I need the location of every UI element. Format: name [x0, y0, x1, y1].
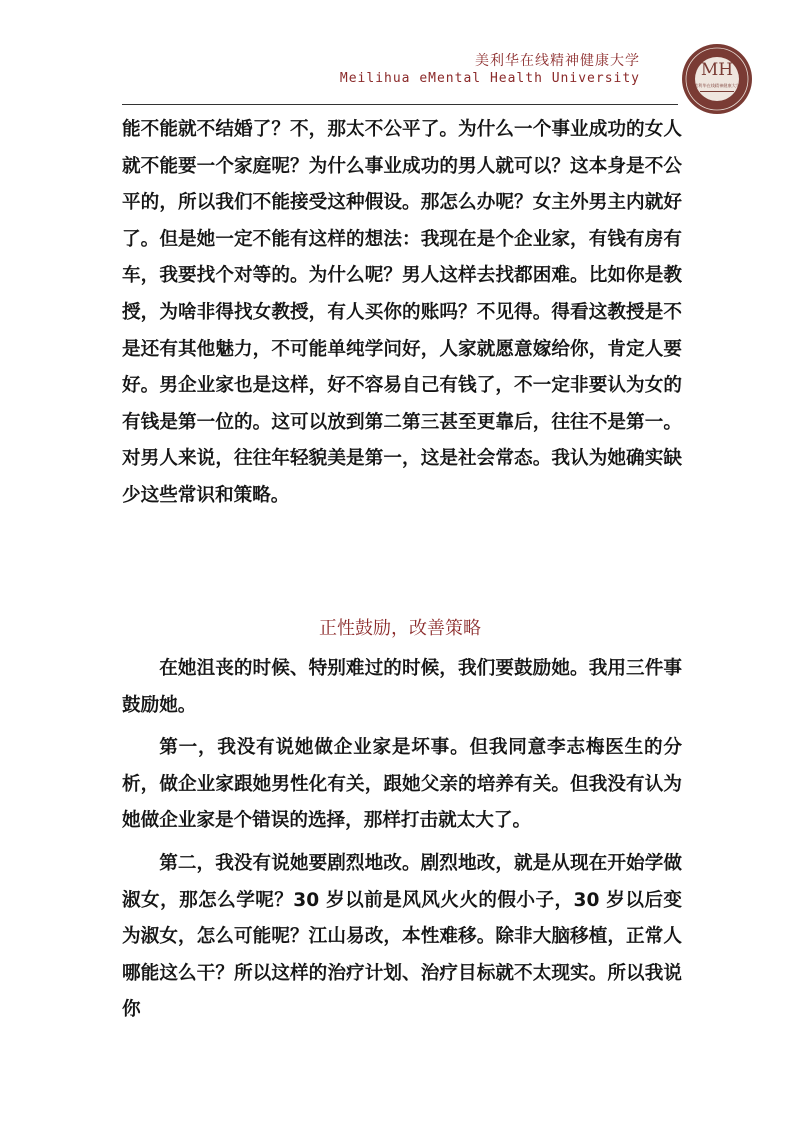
body-text-bottom [122, 651, 682, 1029]
paragraph: 第一，我没有说她做企业家是坏事。但我同意李志梅医生的分析，做企业家跟她男性化有关，跟她父亲的培养有关。但我没有认为她做企业家是个错误的选择，那样打击就太大了。 [122, 737, 682, 832]
paragraph: 第二，我没有说她要剧烈地改。剧烈地改，就是从现在开始学做淑女，那怎么学呢？30 岁以前是风风火火的假小子，30 岁以后变为淑女，怎么可能呢？江山易改，本性难移。除非大脑移植，正常人哪能这么干？所以这样的治疗计划、治疗目标就不太现实。所以我说你 [122, 852, 682, 1021]
page-header [0, 0, 800, 110]
logo-caption: 美利华在线精神健康大学 [693, 83, 741, 88]
logo-letters: MH [700, 60, 734, 80]
paragraph: 能不能就不结婚了？不，那太不公平了。为什么一个事业成功的女人就不能要一个家庭呢？为什么事业成功的男人就可以？这本身是不公平的，所以我们不能接受这种假设。那怎么办呢？女主外男主内就好了。但是她一定不能有这样的想法：我现在是个企业家，有钱有房有车，我要找个对等的。为什么呢？男人这样去找都困难。比如你是教授，为啥非得找女教授，有人买你的账吗？不见得。得看这教授是不是还有其他魅力，不可能单纯学问好，人家就愿意嫁给你，肯定人要好。男企业家也是这样，好不容易自己有钱了，不一定非要认为女的有钱是第一位的。这可以放到第二第三甚至更靠后，往往不是第一。对男人来说，往往年轻貌美是第一，这是社会常态。我认为她确实缺少这些常识和策略。 [122, 119, 682, 506]
header-divider [122, 104, 678, 105]
university-logo [680, 42, 754, 116]
body-text-top [122, 112, 682, 515]
section-heading: 正性鼓励，改善策略 [319, 618, 481, 639]
paragraph: 在她沮丧的时候、特别难过的时候，我们要鼓励她。我用三件事鼓励她。 [122, 658, 682, 716]
logo-caption-rule [700, 91, 734, 92]
university-name-en: Meilihua eMental Health University [339, 71, 640, 86]
university-name-cn: 美利华在线精神健康大学 [475, 53, 640, 69]
